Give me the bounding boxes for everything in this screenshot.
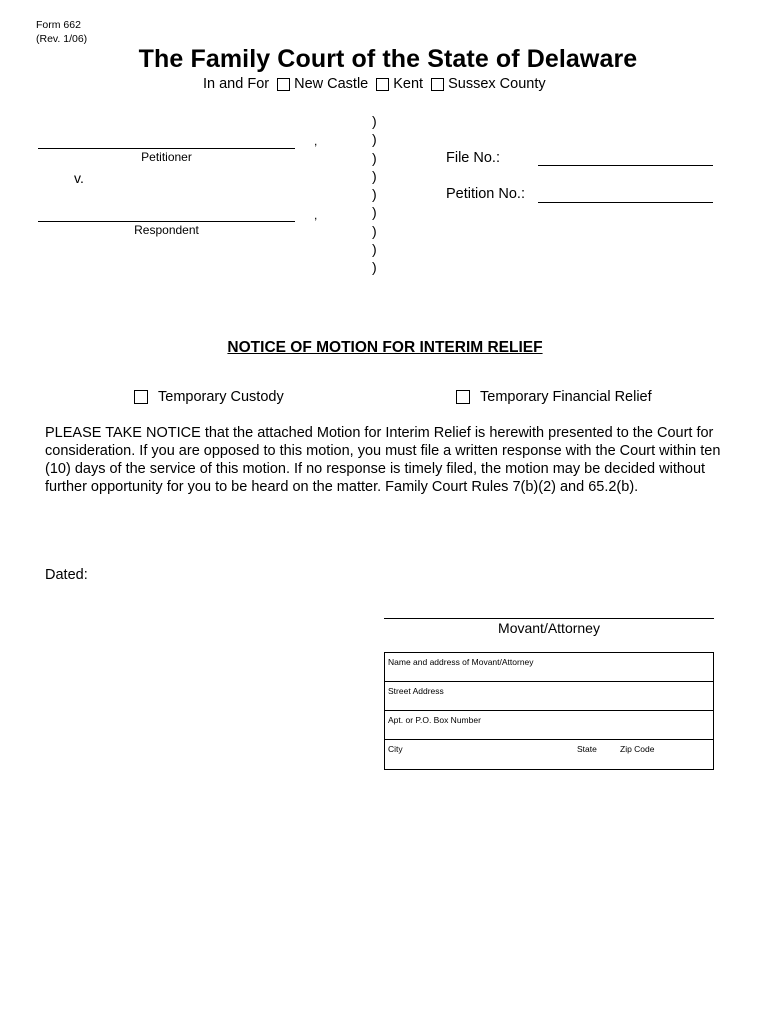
caption-paren: ) bbox=[372, 222, 377, 239]
new-castle-checkbox[interactable] bbox=[277, 78, 290, 91]
street-address-field[interactable] bbox=[385, 682, 713, 711]
temporary-custody-option[interactable] bbox=[134, 389, 284, 405]
apt-po-box-label: Apt. or P.O. Box Number bbox=[388, 715, 481, 725]
caption-paren: ) bbox=[372, 113, 377, 129]
caption-parentheses bbox=[372, 112, 377, 277]
caption-paren: ) bbox=[372, 259, 377, 276]
zip-code-label: Zip Code bbox=[620, 744, 655, 754]
temporary-financial-relief-label: Temporary Financial Relief bbox=[480, 389, 652, 405]
petition-no-label: Petition No.: bbox=[446, 186, 525, 202]
dated-label: Dated: bbox=[45, 567, 88, 583]
kent-label: Kent bbox=[393, 76, 424, 92]
caption-paren: ) bbox=[372, 149, 377, 166]
notice-paragraph: PLEASE TAKE NOTICE that the attached Motion for Interim Relief is herewith presented to the Court for consideration. If you are opposed to this motion, you must file a written response with the Court within ten (10) days of the service of this motion. If no response is timely filed, the motion may be decided without further opportunity for you to be heard on the matter. Family Court Rules 7(b)(2) and 65.2(b). bbox=[45, 425, 721, 495]
caption-paren: ) bbox=[372, 186, 377, 203]
county-selection bbox=[203, 76, 548, 92]
petitioner-label: Petitioner bbox=[141, 150, 192, 164]
new-castle-label: New Castle bbox=[294, 76, 369, 92]
petition-no-input-line[interactable] bbox=[538, 202, 713, 203]
address-box bbox=[384, 652, 714, 770]
form-title: NOTICE OF MOTION FOR INTERIM RELIEF bbox=[227, 339, 543, 356]
city-label: City bbox=[388, 744, 403, 754]
petitioner-name-line[interactable] bbox=[38, 148, 295, 149]
sussex-county-label: Sussex County bbox=[448, 76, 546, 92]
city-state-zip-field[interactable] bbox=[385, 740, 713, 769]
sussex-county-checkbox[interactable] bbox=[431, 78, 444, 91]
caption-paren: ) bbox=[372, 204, 377, 221]
name-address-field[interactable] bbox=[385, 653, 713, 682]
kent-checkbox[interactable] bbox=[376, 78, 389, 91]
file-no-input-line[interactable] bbox=[538, 165, 713, 166]
petitioner-comma: , bbox=[314, 134, 318, 148]
apt-po-box-field[interactable] bbox=[385, 711, 713, 740]
name-address-label: Name and address of Movant/Attorney bbox=[388, 657, 534, 667]
temporary-custody-label: Temporary Custody bbox=[158, 389, 284, 405]
court-title: The Family Court of the State of Delaware bbox=[138, 45, 638, 73]
versus-label: v. bbox=[74, 170, 84, 186]
file-no-label: File No.: bbox=[446, 150, 500, 166]
form-revision: (Rev. 1/06) bbox=[36, 33, 88, 45]
movant-signature-line[interactable] bbox=[384, 618, 714, 619]
temporary-custody-checkbox[interactable] bbox=[134, 390, 148, 404]
temporary-financial-relief-checkbox[interactable] bbox=[456, 390, 470, 404]
respondent-label: Respondent bbox=[134, 223, 199, 237]
caption-paren: ) bbox=[372, 131, 377, 148]
temporary-financial-relief-option[interactable] bbox=[456, 389, 652, 405]
state-label: State bbox=[577, 744, 597, 754]
in-and-for-label: In and For bbox=[203, 76, 270, 92]
form-number-block bbox=[36, 18, 87, 46]
respondent-comma: , bbox=[314, 208, 318, 222]
respondent-name-line[interactable] bbox=[38, 221, 295, 222]
caption-paren: ) bbox=[372, 167, 377, 184]
form-number: Form 662 bbox=[36, 19, 81, 31]
movant-attorney-label: Movant/Attorney bbox=[498, 620, 600, 636]
street-address-label: Street Address bbox=[388, 686, 444, 696]
caption-paren: ) bbox=[372, 241, 377, 258]
